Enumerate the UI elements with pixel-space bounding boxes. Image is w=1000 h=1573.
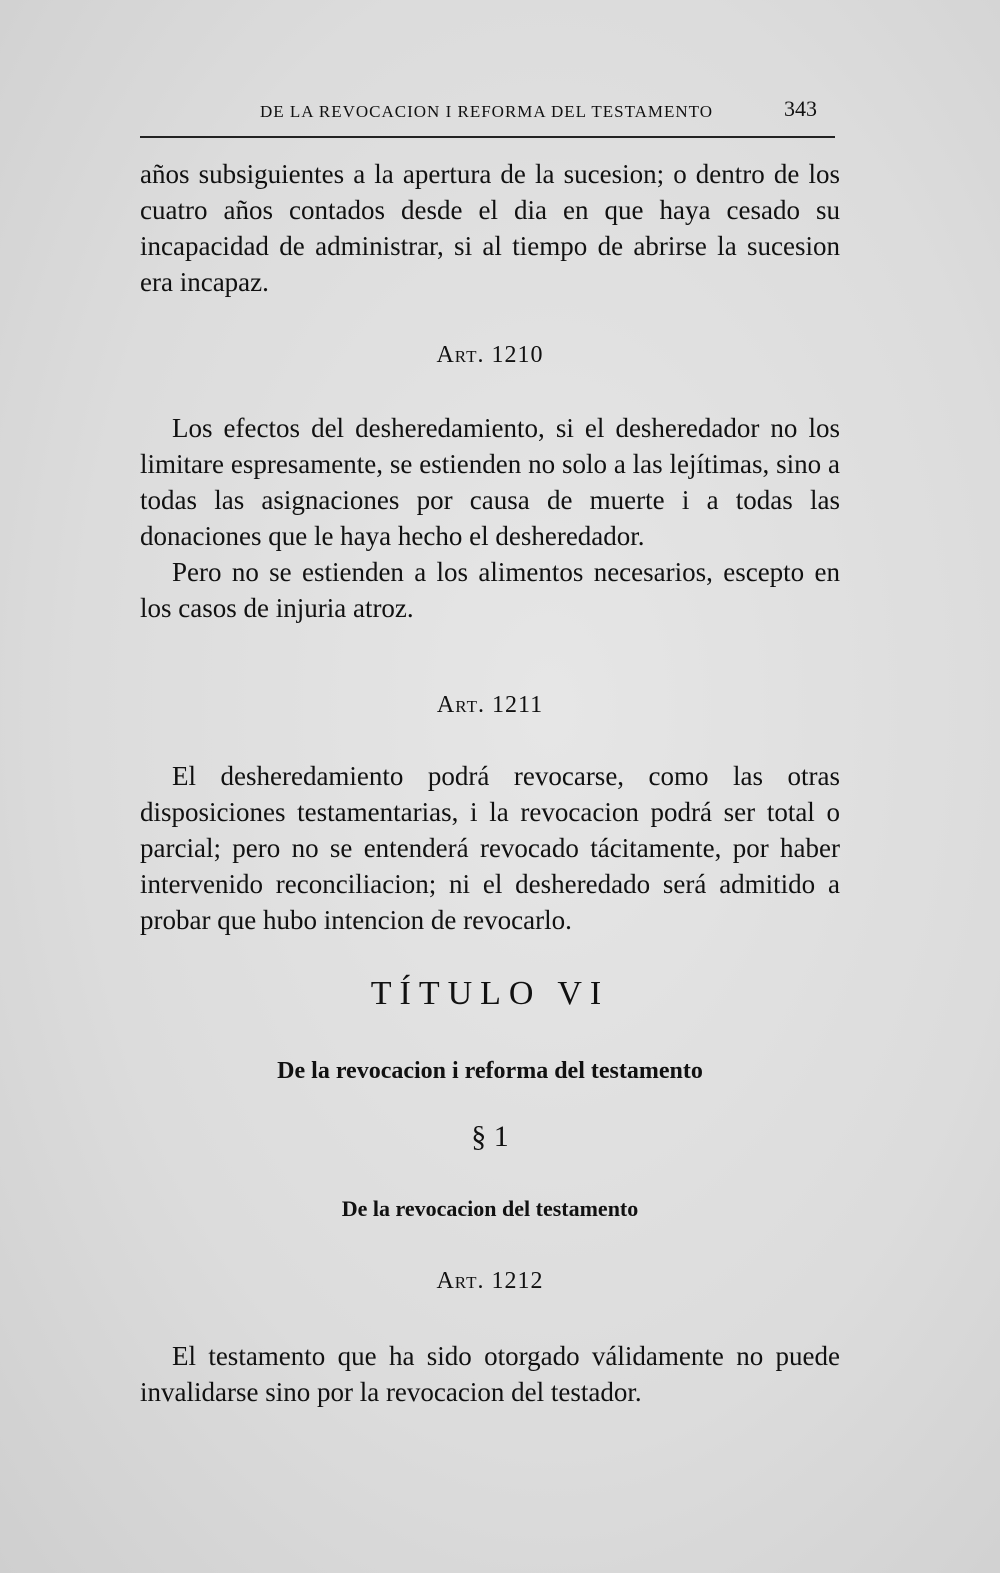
article-heading-1210 xyxy=(140,342,840,369)
running-header xyxy=(140,96,835,138)
article-1211-paragraph: El desheredamiento podrá revocarse, como las otras disposiciones testamentarias, i la revocacion podrá ser total o parcial; pero no se entenderá revocado tácitamente, por haber intervenido reconciliacion; ni el desheredado será admitido a probar que hubo intencion de revocarlo. xyxy=(140,761,840,935)
article-number: Art. 1212 xyxy=(436,1268,544,1294)
article-number: Art. 1211 xyxy=(436,692,544,718)
article-1210-text xyxy=(140,410,840,626)
page-number: 343 xyxy=(784,96,817,121)
article-1211-text xyxy=(140,758,840,938)
continuation-paragraph-block xyxy=(140,156,840,300)
section-title: De la revocacion del testamento xyxy=(341,1196,639,1221)
title-subtitle: De la revocacion i reforma del testamento xyxy=(277,1058,703,1084)
title-heading: TÍTULO VI xyxy=(370,975,610,1012)
section-mark: § 1 xyxy=(471,1120,509,1153)
article-heading-1212 xyxy=(140,1268,840,1295)
article-1212-text xyxy=(140,1338,840,1410)
continuation-paragraph: años subsiguientes a la apertura de la sucesion; o dentro de los cuatro años contados desde el dia en que haya cesado su incapacidad de administrar, si al tiempo de abrirse la sucesion era incapaz. xyxy=(140,159,840,297)
article-1210-paragraph-1: Los efectos del desheredamiento, si el desheredador no los limitare espresamente, se estienden no solo a las lejítimas, sino a todas las asignaciones por causa de muerte i a todas las donaciones que le haya hecho el desheredador. xyxy=(140,413,840,551)
running-title: DE LA REVOCACION I REFORMA DEL TESTAMENTO xyxy=(260,102,714,121)
article-number: Art. 1210 xyxy=(436,342,544,368)
article-1212-paragraph: El testamento que ha sido otorgado válidamente no puede invalidarse sino por la revocacion del testador. xyxy=(140,1341,840,1407)
article-heading-1211 xyxy=(140,692,840,719)
article-1210-paragraph-2: Pero no se estienden a los alimentos necesarios, escepto en los casos de injuria atroz. xyxy=(140,557,840,623)
